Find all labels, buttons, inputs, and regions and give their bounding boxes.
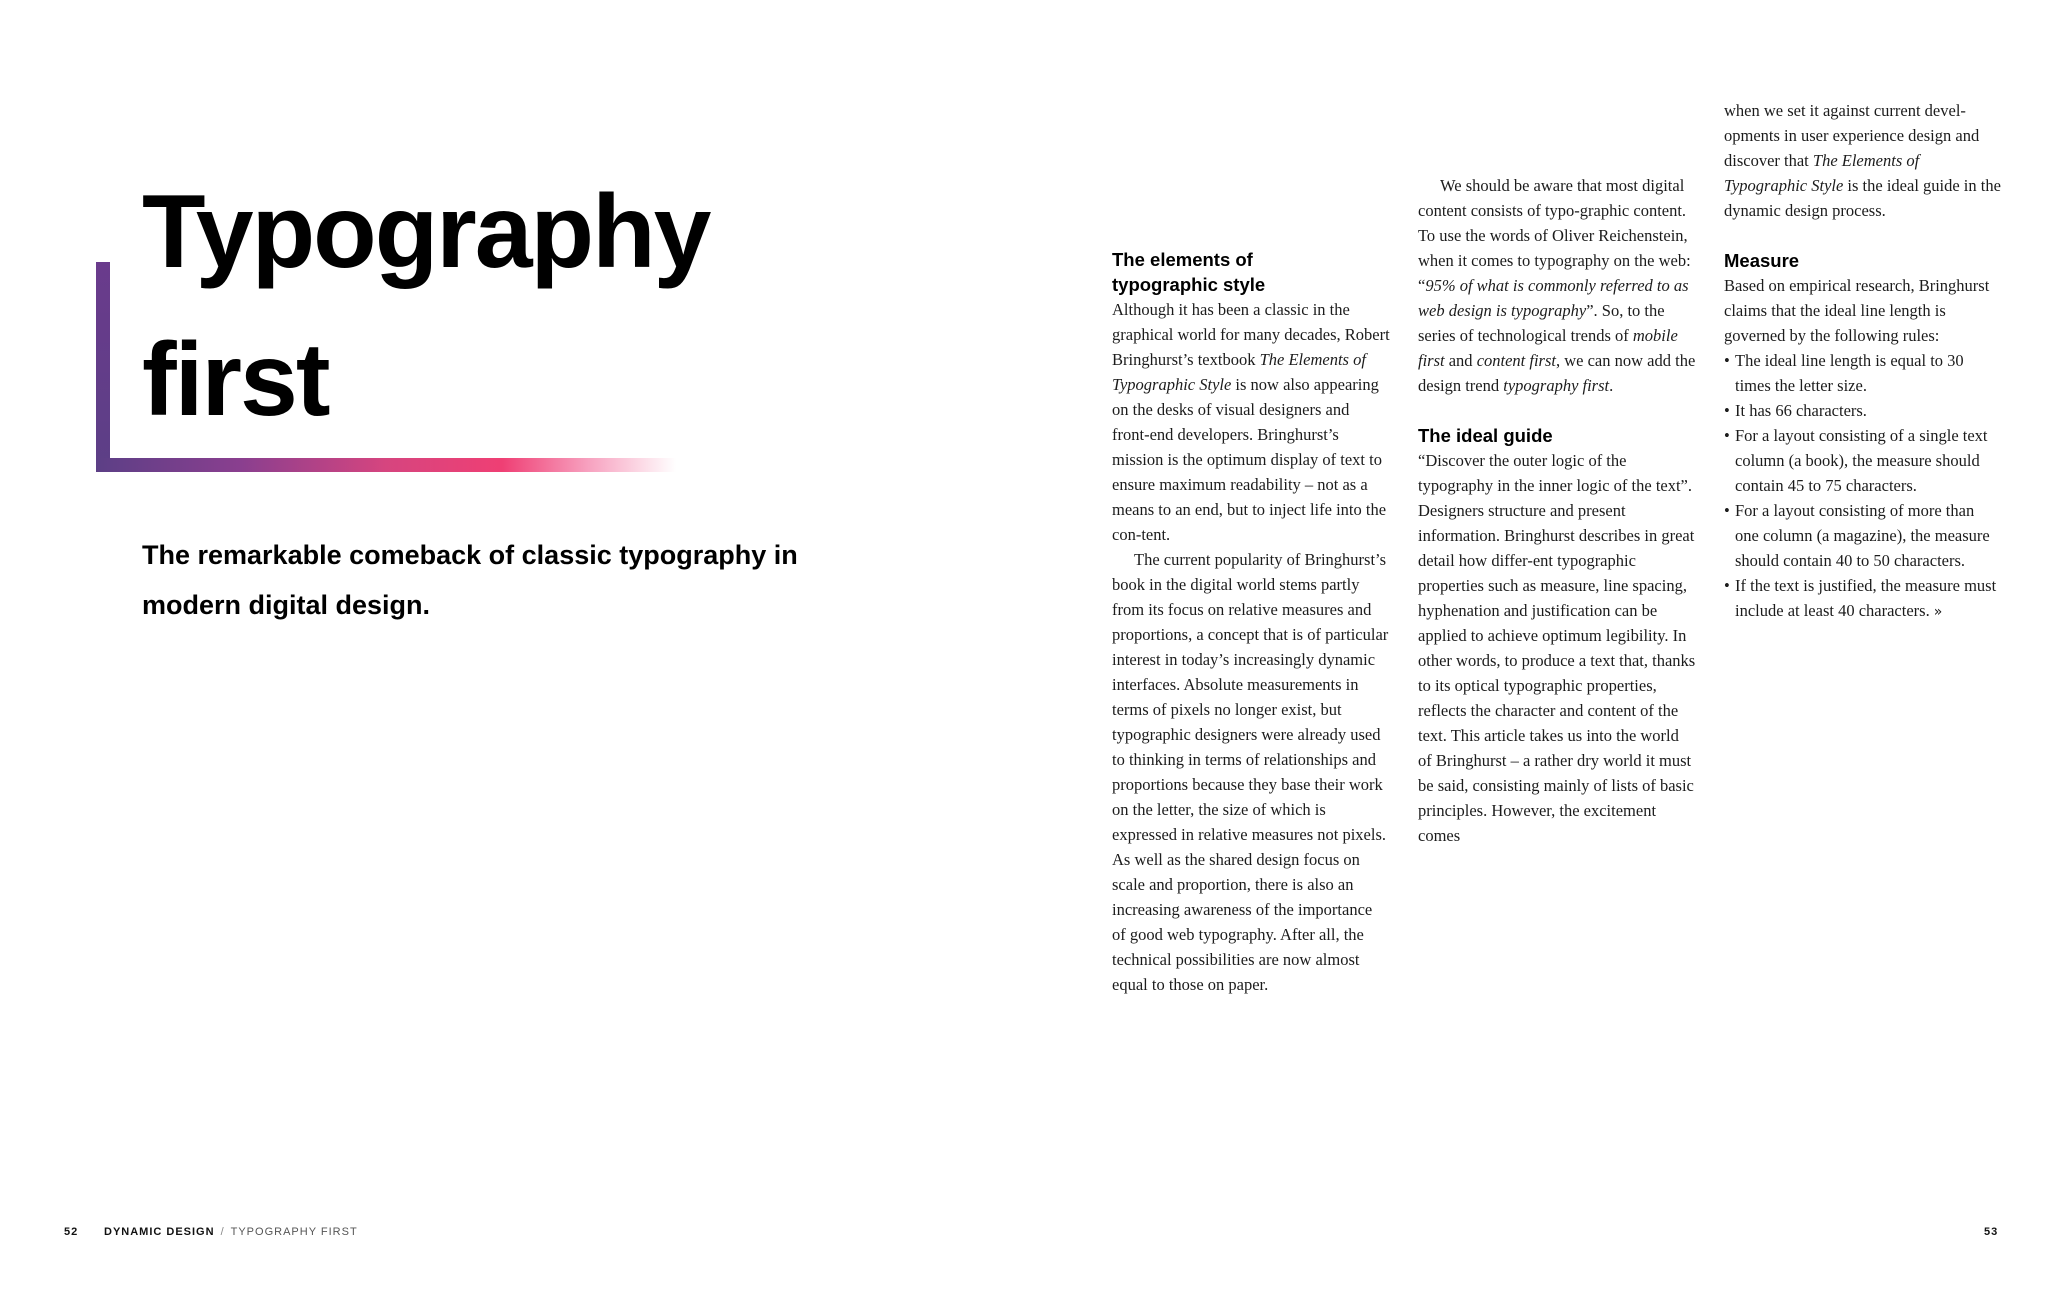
title-line-2: first [142,322,329,438]
heading-ideal-guide: The ideal guide [1418,425,1553,446]
heading-measure: Measure [1724,250,1800,271]
text-run: is now also appearing on the desks of visual designers and front-end developers. Bringhurst’s mission is the optimum display of text to ensure maximum readability – not as a means to an end, but to inject life into the con-tent. [1112,375,1387,544]
spacer [1418,398,1696,423]
separator: / [220,1226,225,1238]
emphasis: content first [1476,351,1556,370]
section-name: DYNAMIC DESIGN [104,1226,215,1238]
book-title: The Elements of Typographic Style [1724,151,1920,195]
subtitle: The remarkable comeback of classic typography in modern digital design. [142,540,798,620]
list-item: • For a layout consisting of a single text column (a book), the measure should contain 45 to 75 characters. [1724,423,2002,498]
paragraph [1418,173,1696,398]
text-run: . [1609,376,1614,395]
list-item: • The ideal line length is equal to 30 times the letter size. [1724,348,2002,398]
text-run: is the ideal guide in the dynamic design process. [1724,176,2001,220]
paragraph [1724,98,2002,223]
page-number-left: 52 [64,1226,79,1238]
text-column-1 [1112,247,1390,997]
accent-bar-vertical [96,262,110,472]
heading-line-2: typographic style [1112,274,1266,295]
text-column-3 [1724,98,2002,625]
title-line-1: Typography [142,174,710,290]
list-item: • It has 66 characters. [1724,398,2002,423]
emphasis: mobile first [1418,326,1678,370]
paragraph: “Discover the outer logic of the typography in the inner logic of the text”. Designers structure and present information. Bringhurst describes in great detail how differ-ent typographic properties such as measure, line spacing, hyphenation and justification can be applied to achieve optimum legibility. In other words, to produce a text that, thanks to its optical typographic properties, reflects the character and content of the text. This article takes us into the world of Bringhurst – a rather dry world it must be said, consisting mainly of lists of basic principles. However, the excitement comes [1418,451,1696,845]
text-run: ”. So, to the series of technological trends of [1418,301,1665,345]
continue-arrow-icon: » [1933,604,1943,620]
list-item [1724,573,2002,625]
spacer [1724,223,2002,248]
list-item: • For a layout consisting of more than one column (a magazine), the measure should contain 40 to 50 characters. [1724,498,2002,573]
accent-bar-gradient [96,458,676,472]
emphasis: typography first [1503,376,1610,395]
page-title [142,158,709,454]
text-run: We should be aware that most digital content consists of typo-graphic content. To use the words of Oliver Reichenstein, when it comes to typography on the web: “ [1418,176,1691,295]
text-column-2 [1418,173,1696,848]
chapter-name: TYPOGRAPHY FIRST [230,1226,358,1238]
paragraph [1112,297,1390,547]
page-number-right: 53 [1984,1226,1999,1238]
heading-elements-of-style [1112,247,1390,297]
rules-list [1724,348,2002,625]
paragraph: Based on empirical research, Bringhurst claims that the ideal line length is governed by the following rules: [1724,276,1990,345]
text-run: when we set it against current devel-opments in user experience design and discover that [1724,101,1980,170]
heading-line-1: The elements of [1112,249,1253,270]
quote: 95% of what is commonly referred to as web design is typography [1418,276,1689,320]
text-run: and [1444,351,1477,370]
running-footer [104,1226,358,1238]
text-run: Although it has been a classic in the graphical world for many decades, Robert Bringhurst’s textbook [1112,300,1390,369]
text-run: If the text is justified, the measure must include at least 40 characters. [1735,576,1997,620]
book-title: The Elements of Typographic Style [1112,350,1366,394]
text-run: , we can now add the design trend [1418,351,1696,395]
paragraph: The current popularity of Bringhurst’s book in the digital world stems partly from its focus on relative measures and proportions, a concept that is of particular interest in today’s increasingly dynamic interfaces. Absolute measurements in terms of pixels no longer exist, but typographic designers were already used to thinking in terms of relationships and proportions because they base their work on the letter, the size of which is expressed in relative measures not pixels. As well as the shared design focus on scale and proportion, there is also an increasing awareness of the importance of good web typography. After all, the technical possibilities are now almost equal to those on paper. [1112,550,1389,994]
